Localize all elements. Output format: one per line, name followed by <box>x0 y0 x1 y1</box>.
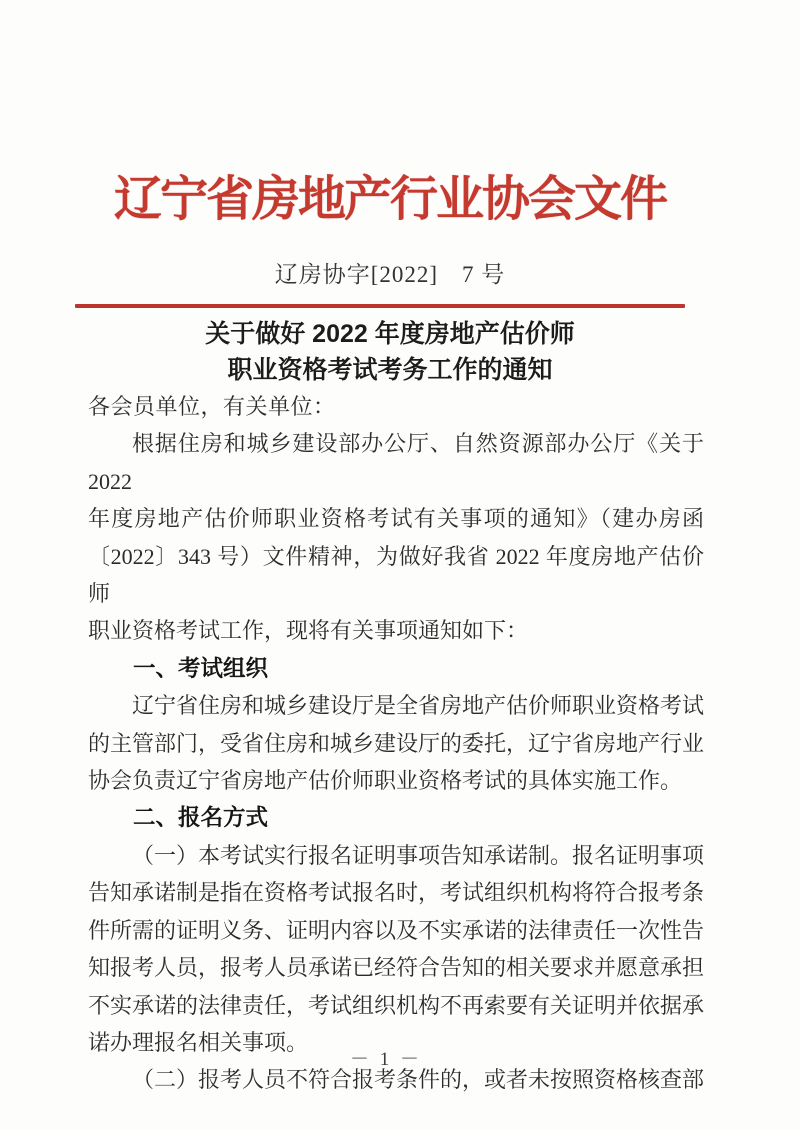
document-sheet <box>0 170 780 1099</box>
paragraph-line: 诺办理报名相关事项。 <box>88 1029 309 1055</box>
section-heading-registration-method: 二、报名方式 <box>133 805 269 831</box>
paragraph-line: 不实承诺的法律责任，考试组织机构不再索要有关证明并依据承 <box>88 992 705 1018</box>
paragraph-line: 辽宁省住房和城乡建设厅是全省房地产估价师职业资格考试 <box>132 693 705 719</box>
paragraph-line: 协会负责辽宁省房地产估价师职业资格考试的具体实施工作。 <box>88 768 683 794</box>
paragraph-exam-organization <box>88 687 704 799</box>
paragraph-registration-1 <box>88 837 704 1061</box>
doc-title <box>0 316 780 388</box>
paragraph-line: （二）报考人员不符合报考条件的，或者未按照资格核查部 <box>132 1067 705 1093</box>
paragraph-line: 告知承诺制是指在资格考试报名时，考试组织机构将符合报考条 <box>88 880 705 906</box>
paragraph-intro <box>88 425 704 649</box>
doc-number: 辽房协字[2022] 7 号 <box>274 262 506 287</box>
doc-title-line-1: 关于做好 2022 年度房地产估价师 <box>205 320 575 348</box>
masthead-title: 辽宁省房地产行业协会文件 <box>113 173 666 226</box>
section-heading-exam-organization: 一、考试组织 <box>133 655 269 681</box>
paragraph-line: 年度房地产估价师职业资格考试有关事项的通知》（建办房函 <box>88 506 704 532</box>
paragraph-line: 知报考人员，报考人员承诺已经符合告知的相关要求并愿意承担 <box>88 955 705 981</box>
doc-title-line-2: 职业资格考试考务工作的通知 <box>227 356 553 384</box>
paragraph-line: 的主管部门，受省住房和城乡建设厅的委托，辽宁省房地产行业 <box>88 730 705 756</box>
paragraph-line: （一）本考试实行报名证明事项告知承诺制。报名证明事项 <box>132 842 705 868</box>
document-body <box>88 388 704 1099</box>
paragraph-line: 〔2022〕343 号）文件精神，为做好我省 2022 年度房地产估价师 <box>88 543 704 607</box>
paragraph-line: 根据住房和城乡建设部办公厅、自然资源部办公厅《关于 2022 <box>88 431 704 494</box>
page-number: － 1 － <box>349 1049 422 1070</box>
red-divider-rule <box>75 304 685 308</box>
paragraph-line: 职业资格考试工作，现将有关事项通知如下： <box>88 618 529 644</box>
salutation: 各会员单位，有关单位： <box>88 394 336 419</box>
paragraph-line: 件所需的证明义务、证明内容以及不实承诺的法律责任一次性告 <box>88 917 705 943</box>
